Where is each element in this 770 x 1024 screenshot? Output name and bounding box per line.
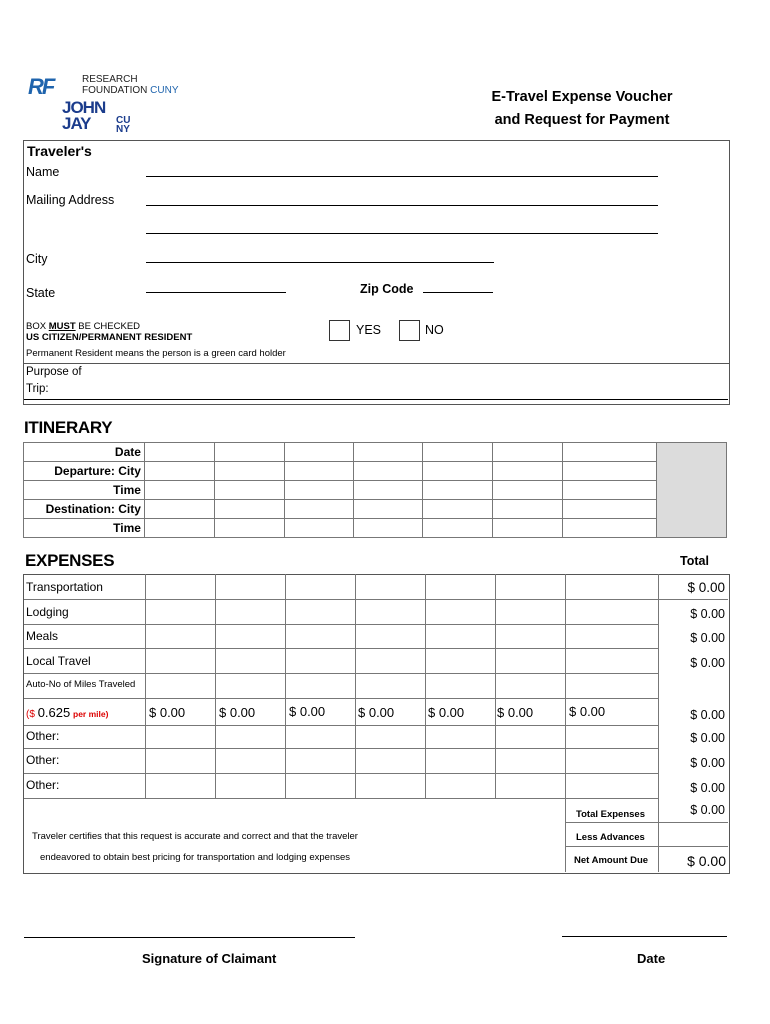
itinerary-cell[interactable]: [284, 443, 353, 462]
mailing-address-field-1[interactable]: [146, 205, 658, 206]
form-title: E-Travel Expense Voucher and Request for Payment: [491, 89, 673, 128]
itinerary-row-label: Date: [24, 443, 145, 462]
purpose-label-2: Trip:: [26, 383, 49, 395]
itinerary-cell[interactable]: [423, 462, 493, 481]
itinerary-cell[interactable]: [284, 481, 353, 500]
zip-label: Zip Code: [360, 282, 414, 296]
itinerary-cell[interactable]: [423, 500, 493, 519]
mileage-value: $ 0.00: [219, 705, 256, 720]
itinerary-cell[interactable]: [353, 443, 423, 462]
expense-row-line: [24, 599, 658, 600]
mileage-value: $ 0.00: [358, 705, 395, 720]
expense-label-local-travel: Local Travel: [26, 654, 91, 668]
total-mileage: $ 0.00: [690, 708, 725, 722]
mileage-rate: ($ 0.625 per mile): [26, 705, 109, 720]
expense-col-line: [425, 574, 426, 798]
city-field[interactable]: [146, 262, 494, 263]
mailing-address-field-2[interactable]: [146, 233, 658, 234]
city-label: City: [26, 252, 48, 266]
expense-row-line: [24, 748, 658, 749]
total-other: $ 0.00: [690, 781, 725, 795]
expense-row-line: [24, 725, 658, 726]
date-line[interactable]: [562, 936, 727, 937]
itinerary-cell[interactable]: [214, 443, 284, 462]
total-col-line: [658, 574, 659, 872]
total-local-travel: $ 0.00: [690, 656, 725, 670]
yes-label: YES: [356, 323, 382, 337]
itinerary-cell[interactable]: [423, 519, 493, 538]
signature-line[interactable]: [24, 937, 355, 938]
citizen-label: US CITIZEN/PERMANENT RESIDENT: [26, 332, 193, 343]
itinerary-row-label: Time: [24, 481, 145, 500]
itinerary-cell[interactable]: [284, 519, 353, 538]
purpose-divider: [24, 399, 728, 400]
itinerary-row: [24, 519, 727, 538]
total-transportation: $ 0.00: [687, 580, 725, 595]
itinerary-cell[interactable]: [563, 443, 657, 462]
expense-label-mileage: Auto-No of Miles Traveled: [26, 679, 136, 690]
expense-col-line: [565, 574, 566, 798]
zip-field[interactable]: [423, 292, 493, 293]
itinerary-row: [24, 462, 727, 481]
total-other: $ 0.00: [690, 756, 725, 770]
itinerary-cell[interactable]: [563, 500, 657, 519]
itinerary-cell[interactable]: [423, 481, 493, 500]
total-other: $ 0.00: [690, 731, 725, 745]
no-label: NO: [425, 323, 444, 337]
expense-row-line: [24, 673, 658, 674]
state-field[interactable]: [146, 292, 286, 293]
total-row-line: [658, 599, 728, 600]
itinerary-cell[interactable]: [493, 481, 563, 500]
permanent-resident-note: Permanent Resident means the person is a green card holder: [26, 348, 286, 359]
date-label: Date: [637, 951, 666, 966]
summary-col-line: [565, 798, 566, 872]
itinerary-shaded-cell: [657, 443, 727, 538]
expenses-heading: EXPENSES: [25, 551, 115, 570]
itinerary-cell[interactable]: [214, 462, 284, 481]
itinerary-cell[interactable]: [214, 500, 284, 519]
expense-label-lodging: Lodging: [26, 605, 69, 619]
box-must-note: BOX MUST BE CHECKED: [26, 321, 141, 332]
mileage-value: $ 0.00: [497, 705, 534, 720]
itinerary-row: [24, 500, 727, 519]
summary-row-line: [565, 846, 728, 847]
certify-text-1: Traveler certifies that this request is accurate and correct and that the traveler: [32, 831, 358, 842]
itinerary-cell[interactable]: [493, 519, 563, 538]
expense-label-transportation: Transportation: [26, 580, 103, 594]
expense-label-other: Other:: [26, 729, 60, 743]
net-amount-value: $ 0.00: [687, 853, 726, 869]
expenses-section: [23, 574, 730, 874]
itinerary-table: [23, 442, 727, 538]
total-heading: Total: [680, 554, 709, 568]
itinerary-row-label: Departure: City: [24, 462, 145, 481]
traveler-heading: Traveler's: [27, 143, 92, 159]
itinerary-cell[interactable]: [493, 462, 563, 481]
itinerary-cell[interactable]: [144, 481, 214, 500]
itinerary-cell[interactable]: [144, 443, 214, 462]
certify-text-2: endeavored to obtain best pricing for transportation and lodging expenses: [40, 852, 351, 863]
rf-logo-text: RESEARCH FOUNDATION CUNY: [82, 74, 179, 96]
expense-label-other: Other:: [26, 753, 60, 767]
rf-logo-mark: RF: [28, 74, 54, 99]
expense-row-line: [24, 624, 658, 625]
itinerary-cell[interactable]: [493, 443, 563, 462]
yes-checkbox[interactable]: [329, 320, 350, 341]
name-label: Name: [26, 165, 60, 179]
signature-label: Signature of Claimant: [142, 951, 277, 966]
mileage-value: $ 0.00: [289, 704, 326, 719]
state-label: State: [26, 286, 56, 300]
total-meals: $ 0.00: [690, 631, 725, 645]
itinerary-cell[interactable]: [353, 500, 423, 519]
expense-row-line: [24, 648, 658, 649]
itinerary-cell[interactable]: [353, 462, 423, 481]
itinerary-cell[interactable]: [284, 462, 353, 481]
john-jay-logo: JOHN JAY CU NY: [62, 98, 131, 135]
expense-col-line: [495, 574, 496, 798]
itinerary-cell[interactable]: [563, 462, 657, 481]
mileage-rate-field[interactable]: 0.625: [37, 705, 71, 720]
mileage-value: $ 0.00: [569, 704, 606, 719]
itinerary-cell[interactable]: [214, 481, 284, 500]
itinerary-cell[interactable]: [284, 500, 353, 519]
itinerary-cell[interactable]: [144, 462, 214, 481]
expense-col-line: [355, 574, 356, 798]
mileage-value: $ 0.00: [428, 705, 465, 720]
mailing-address-label: Mailing Address: [26, 193, 115, 207]
summary-row-line: [565, 822, 728, 823]
itinerary-cell[interactable]: [144, 500, 214, 519]
expense-col-line: [285, 574, 286, 798]
no-checkbox[interactable]: [399, 320, 420, 341]
itinerary-cell[interactable]: [214, 519, 284, 538]
mileage-value: $ 0.00: [149, 705, 186, 720]
net-amount-label: Net Amount Due: [574, 855, 649, 866]
total-expenses-value: $ 0.00: [690, 803, 725, 817]
itinerary-cell[interactable]: [353, 519, 423, 538]
expense-label-other: Other:: [26, 778, 60, 792]
itinerary-row-label: Time: [24, 519, 145, 538]
expense-label-meals: Meals: [26, 629, 59, 643]
total-lodging: $ 0.00: [690, 607, 725, 621]
expense-col-line: [145, 574, 146, 798]
purpose-label-1: Purpose of: [26, 366, 82, 378]
research-foundation-logo: [28, 74, 208, 100]
itinerary-cell[interactable]: [353, 481, 423, 500]
itinerary-row: [24, 481, 727, 500]
less-advances-label: Less Advances: [576, 832, 645, 843]
itinerary-row-label: Destination: City: [24, 500, 145, 519]
itinerary-cell[interactable]: [563, 519, 657, 538]
expense-row-line: [24, 798, 658, 799]
itinerary-cell[interactable]: [144, 519, 214, 538]
name-field[interactable]: [146, 176, 658, 177]
itinerary-cell[interactable]: [493, 500, 563, 519]
expense-col-line: [215, 574, 216, 798]
itinerary-heading: ITINERARY: [24, 418, 113, 437]
expense-row-line: [24, 773, 658, 774]
itinerary-cell[interactable]: [423, 443, 493, 462]
expense-row-line: [24, 698, 658, 699]
itinerary-row: [24, 443, 727, 462]
total-expenses-label: Total Expenses: [576, 809, 645, 820]
itinerary-cell[interactable]: [563, 481, 657, 500]
